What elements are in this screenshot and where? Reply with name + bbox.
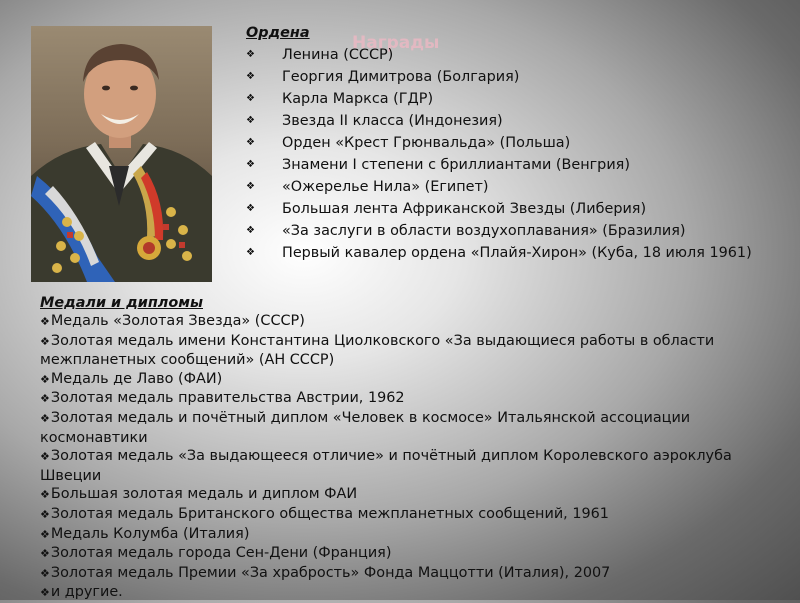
list-item: ❖ Медаль «Золотая Звезда» (СССР) bbox=[40, 312, 785, 332]
list-item: ❖ Золотая медаль «За выдающееся отличие» и почётный диплом Королевского аэроклуба Швеции bbox=[40, 447, 785, 485]
list-item: ❖ Золотая медаль правительства Австрии, 1962 bbox=[40, 389, 785, 409]
medals-list bbox=[40, 312, 785, 603]
list-item: ❖ Медаль де Лаво (ФАИ) bbox=[40, 370, 785, 390]
orders-heading: Ордена bbox=[246, 25, 310, 41]
slide-title-watermark: Награды bbox=[352, 33, 440, 53]
list-item: ❖ Орден «Крест Грюнвальда» (Польша) bbox=[246, 132, 786, 154]
portrait-illustration bbox=[31, 26, 212, 282]
list-item: ❖ Большая лента Африканской Звезды (Либерия) bbox=[246, 198, 786, 220]
portrait-photo bbox=[31, 26, 212, 282]
medals-section bbox=[40, 294, 785, 603]
list-item: ❖ и другие. bbox=[40, 583, 785, 603]
list-item: ❖ Георгия Димитрова (Болгария) bbox=[246, 66, 786, 88]
list-item: ❖ Знамени I степени с бриллиантами (Венгрия) bbox=[246, 154, 786, 176]
list-item: ❖ Большая золотая медаль и диплом ФАИ bbox=[40, 485, 785, 505]
list-item: ❖ Золотая медаль Британского общества межпланетных сообщений, 1961 bbox=[40, 505, 785, 525]
list-item: ❖ Золотая медаль Премии «За храбрость» Фонда Маццотти (Италия), 2007 bbox=[40, 564, 785, 584]
list-item: ❖ Медаль Колумба (Италия) bbox=[40, 525, 785, 545]
list-item: ❖ Первый кавалер ордена «Плайя-Хирон» (Куба, 18 июля 1961) bbox=[246, 242, 786, 264]
list-item: ❖ «За заслуги в области воздухоплавания» (Бразилия) bbox=[246, 220, 786, 242]
list-item: ❖ Ленина (СССР) bbox=[246, 44, 786, 66]
list-item: ❖ Карла Маркса (ГДР) bbox=[246, 88, 786, 110]
list-item: ❖ Золотая медаль города Сен-Дени (Франция) bbox=[40, 544, 785, 564]
list-item: ❖ Звезда II класса (Индонезия) bbox=[246, 110, 786, 132]
list-item: ❖ Золотая медаль имени Константина Циолковского «За выдающиеся работы в области межпланетных сообщений» (АН СССР) bbox=[40, 332, 785, 370]
orders-section bbox=[246, 23, 786, 264]
medals-heading: Медали и дипломы bbox=[40, 295, 203, 311]
orders-list bbox=[246, 44, 786, 264]
list-item: ❖ Золотая медаль и почётный диплом «Человек в космосе» Итальянской ассоциации космонавтики bbox=[40, 409, 785, 447]
list-item: ❖ «Ожерелье Нила» (Египет) bbox=[246, 176, 786, 198]
